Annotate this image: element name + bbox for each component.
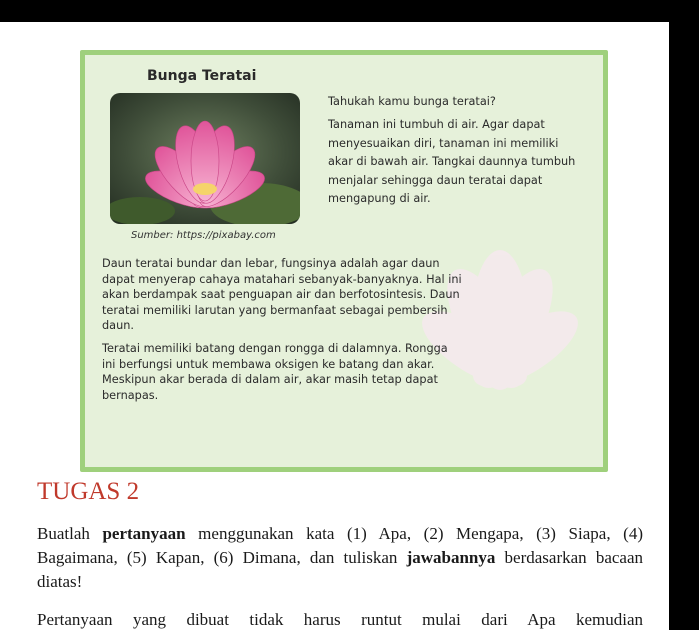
paragraph-daun: Daun teratai bundar dan lebar, fungsinya adalah agar daun dapat menyerap cahaya matahari sebanyak-banyaknya. Hal ini akan berdampak saat penguapan air dan berfotosintesis. Daun teratai memiliki larutan yang bermanfaat sebagai pembersih daun. [102,257,462,333]
tugas-heading: TUGAS 2 [37,478,140,505]
tugas-note: Pertanyaan yang dibuat tidak harus runtut mulai dari Apa kemudian [37,610,643,629]
intro-question: Tahukah kamu bunga teratai? [328,95,496,108]
side-text-block [328,93,583,208]
image-source-caption: Sumber: https://pixabay.com [131,230,276,241]
instruction-bold-pertanyaan: pertanyaan [102,524,186,543]
top-black-border [0,0,699,22]
lotus-photo [110,93,300,224]
reading-title: Bunga Teratai [147,68,257,84]
instruction-bold-jawabannya: jawabannya [406,548,496,567]
intro-paragraph: Tanaman ini tumbuh di air. Agar dapat menyesuaikan diri, tanaman ini memiliki akar di bawah air. Tangkai daunnya tumbuh menjalar sehingga daun teratai dapat mengapung di air. [328,118,576,206]
paragraph-batang: Teratai memiliki batang dengan rongga di dalamnya. Rongga ini berfungsi untuk membawa oksigen ke batang dan akar. Meskipun akar berada di dalam air, akar masih tetap dapat bernapas. [102,341,448,402]
reading-box [80,50,608,472]
right-black-border [669,0,699,630]
reading-body [102,256,462,410]
tugas-instruction [37,522,643,594]
instruction-text-3: berdasarkan bacaan diatas! [37,548,643,591]
instruction-text-1: Buatlah [37,524,103,543]
instruction-text-2: menggunakan kata (1) Apa, (2) Mengapa, (3) Siapa, (4) Bagaimana, (5) Kapan, (6) Dimana, dan tuliskan [37,524,643,567]
